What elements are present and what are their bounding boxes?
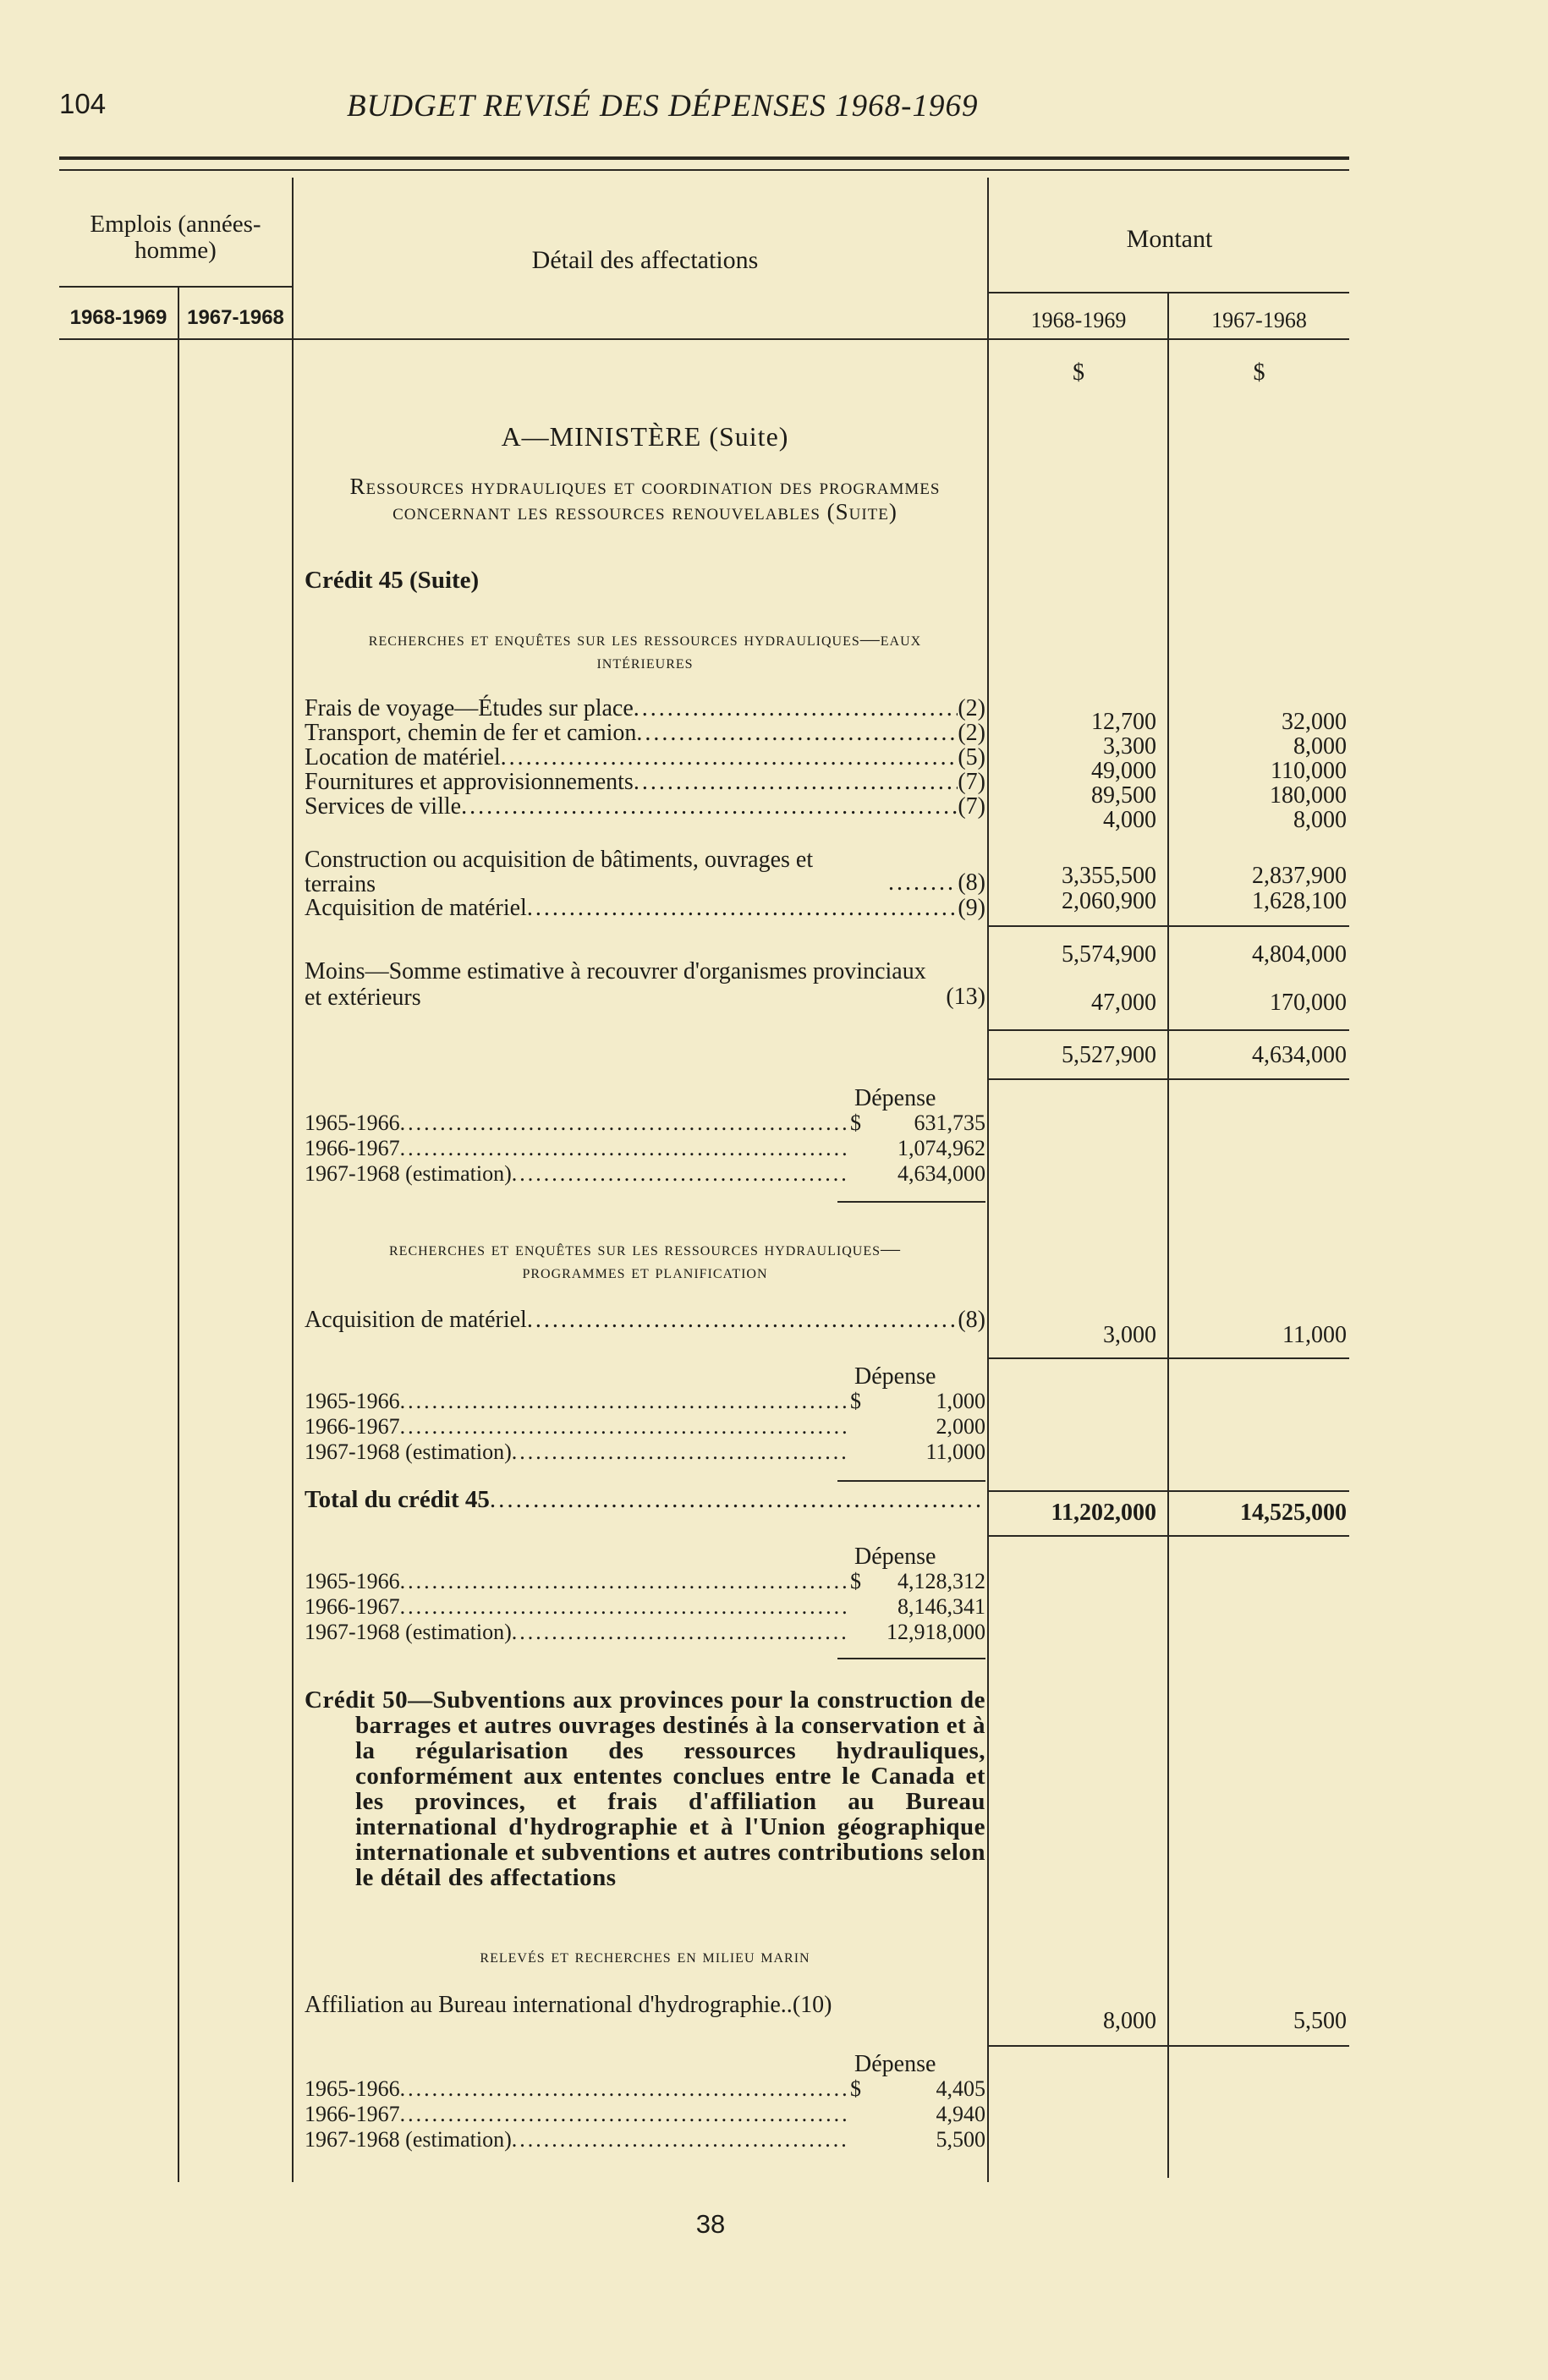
c50-item-v2: 5,500 xyxy=(1293,2008,1347,2034)
total-v2: 14,525,000 xyxy=(1240,1500,1347,1526)
b1-depense-label: Dépense xyxy=(854,1085,936,1111)
b1-v2-3: 180,000 xyxy=(1270,782,1347,809)
c50-history-row: 1967-1968 (estimation) ..... 5,500 xyxy=(305,2127,985,2152)
total-history-rule xyxy=(837,1658,985,1659)
b1-net-rule xyxy=(988,1029,1349,1031)
b1-v1-1: 3,300 xyxy=(1103,733,1156,760)
b1-moins: Moins—Somme estimative à recouvrer d'organismes provinciaux et extérieurs (13) xyxy=(305,958,985,1011)
b1-subtotal-rule xyxy=(988,925,1349,927)
block2-heading: recherches et enquêtes sur les ressources hydrauliques—programmes et planification xyxy=(389,1238,901,1282)
c50-depense-label: Dépense xyxy=(854,2051,936,2077)
col-line-2 xyxy=(292,178,294,2182)
montant-header: Montant xyxy=(1126,225,1213,253)
total-history-row: 1967-1968 (estimation) ..... 12,918,000 xyxy=(305,1620,985,1645)
b2-history-row: 1965-1966 ..... $ 1,000 xyxy=(305,1389,985,1414)
total-depense-label: Dépense xyxy=(854,1544,936,1570)
total-top-rule xyxy=(988,1490,1349,1492)
b1-item-5: Construction ou acquisition de bâtiments, ouvrages et terrains ..... (8) xyxy=(305,846,985,897)
c50-history-row: 1966-1967 ..... 4,940 xyxy=(305,2102,985,2127)
footer-page-number: 38 xyxy=(695,2209,726,2239)
total-credit-45: Total du crédit 45 ..... xyxy=(305,1486,985,1514)
emplois-year-1: 1968-1969 xyxy=(69,306,167,329)
b1-history-row: 1967-1968 (estimation) ..... 4,634,000 xyxy=(305,1161,985,1187)
credit-50-paragraph: Crédit 50—Subventions aux provinces pour la construction de barrages et autres ouvrages destinés à la conservation et à la régularisation des ressources hydrauliques, conformément aux ententes conclues entre le Canada et les provinces, et frais d'affiliation au Bureau international d'hydrographie et à l'Union géographique internationale et subventions et autres contributions selon le détail des affectations xyxy=(305,1686,985,1891)
b1-history-row: 1966-1967 ..... 1,074,962 xyxy=(305,1136,985,1161)
b1-v2-5: 2,837,900 xyxy=(1252,863,1347,889)
col-line-emplois-1 xyxy=(178,338,179,2182)
total-bottom-rule xyxy=(988,1535,1349,1537)
page-number: 104 xyxy=(59,88,107,119)
credit50-heading: relevés et recherches en milieu marin xyxy=(480,1945,810,1966)
block1-heading: recherches et enquêtes sur les ressources hydrauliques—eaux intérieures xyxy=(368,628,922,672)
top-rule-thin xyxy=(59,169,1349,171)
b1-v2-4: 8,000 xyxy=(1293,807,1347,833)
c50-item-v1: 8,000 xyxy=(1103,2008,1156,2034)
b2-history-rule xyxy=(837,1480,985,1482)
b1-item-1: Transport, chemin de fer et camion ..... (2) xyxy=(305,720,985,747)
b1-v2-0: 32,000 xyxy=(1282,709,1347,735)
total-v1: 11,202,000 xyxy=(1051,1500,1156,1526)
ressources-heading: Ressources hydrauliques et coordination des programmes concernant les ressources renouvelables (Suite) xyxy=(349,474,941,524)
total-history xyxy=(305,1569,985,1645)
b2-history-row: 1966-1967 ..... 2,000 xyxy=(305,1414,985,1440)
b1-item-2: Location de matériel ..... (5) xyxy=(305,744,985,771)
b1-history xyxy=(305,1110,985,1187)
b1-net-v2: 4,634,000 xyxy=(1252,1042,1347,1068)
b1-v1-2: 49,000 xyxy=(1091,758,1156,784)
total-history-row: 1965-1966 ..... $ 4,128,312 xyxy=(305,1569,985,1594)
c50-item-rule xyxy=(988,2045,1349,2047)
b2-item-v2: 11,000 xyxy=(1282,1322,1347,1348)
c50-history xyxy=(305,2076,985,2152)
header-bottom-rule xyxy=(59,338,1349,340)
ministere-heading: A—MINISTÈRE (Suite) xyxy=(501,421,789,452)
b1-item-0: Frais de voyage—Études sur place ..... (2) xyxy=(305,695,985,722)
b1-net-v1: 5,527,900 xyxy=(1062,1042,1156,1068)
credit-label: Crédit 45 (Suite) xyxy=(305,567,480,594)
b1-subtotal-v2: 4,804,000 xyxy=(1252,941,1347,968)
b1-subtotal-v1: 5,574,900 xyxy=(1062,941,1156,968)
c50-history-row: 1965-1966 ..... $ 4,405 xyxy=(305,2076,985,2102)
top-rule xyxy=(59,156,1349,160)
montant-year-2: 1967-1968 xyxy=(1211,308,1307,332)
col-line-4 xyxy=(1167,292,1169,2178)
col-line-1 xyxy=(178,288,179,338)
currency-1: $ xyxy=(1073,359,1084,386)
b2-item-rule xyxy=(988,1357,1349,1359)
b1-v1-3: 89,500 xyxy=(1091,782,1156,809)
b2-depense-label: Dépense xyxy=(854,1363,936,1390)
b1-v2-6: 1,628,100 xyxy=(1252,888,1347,914)
montant-year-1: 1968-1969 xyxy=(1030,308,1127,332)
b1-v1-6: 2,060,900 xyxy=(1062,888,1156,914)
b2-item-v1: 3,000 xyxy=(1103,1322,1156,1348)
b1-v1-5: 3,355,500 xyxy=(1062,863,1156,889)
b2-history xyxy=(305,1389,985,1465)
b1-v2-1: 8,000 xyxy=(1293,733,1347,760)
b1-v2-2: 110,000 xyxy=(1271,758,1347,784)
b1-item-6: Acquisition de matériel ..... (9) xyxy=(305,895,985,922)
currency-2: $ xyxy=(1253,359,1265,386)
emplois-year-2: 1967-1968 xyxy=(187,306,284,329)
b1-moins-v2: 170,000 xyxy=(1270,990,1347,1016)
b1-net-bottom-rule xyxy=(988,1078,1349,1080)
page-title: BUDGET REVISÉ DES DÉPENSES 1968-1969 xyxy=(347,89,979,123)
b1-v1-4: 4,000 xyxy=(1103,807,1156,833)
b1-v1-0: 12,700 xyxy=(1091,709,1156,735)
c50-item: Affiliation au Bureau international d'hydrographie.. (10) xyxy=(305,1992,832,2018)
credit-50-text xyxy=(305,1687,985,1890)
b1-history-rule xyxy=(837,1201,985,1203)
total-history-row: 1966-1967 ..... 8,146,341 xyxy=(305,1594,985,1620)
b1-item-3: Fournitures et approvisionnements ..... (7) xyxy=(305,769,985,796)
header-rule-emplois xyxy=(59,286,292,288)
b2-history-row: 1967-1968 (estimation) ..... 11,000 xyxy=(305,1440,985,1465)
col-line-3 xyxy=(987,178,989,2182)
emplois-header: Emplois (années-homme) xyxy=(90,211,261,264)
b1-moins-v1: 47,000 xyxy=(1091,990,1156,1016)
credit-heading xyxy=(305,567,479,595)
b2-item: Acquisition de matériel ..... (8) xyxy=(305,1307,985,1334)
detail-header: Détail des affectations xyxy=(531,246,759,274)
b1-history-row: 1965-1966 ..... $ 631,735 xyxy=(305,1110,985,1136)
b1-item-4: Services de ville ..... (7) xyxy=(305,793,985,820)
